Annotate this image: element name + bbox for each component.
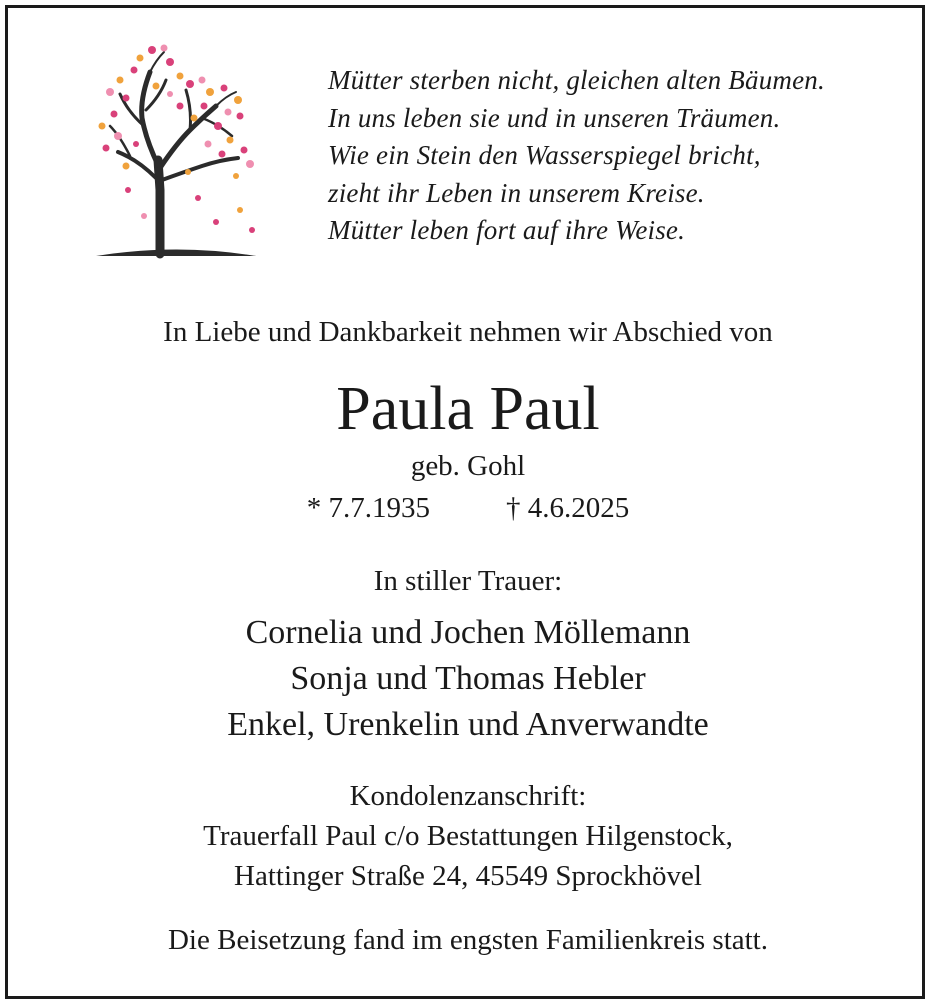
deceased-name: Paula Paul	[336, 375, 600, 443]
closing-text: Die Beisetzung fand im engsten Familienkreis statt.	[167, 924, 768, 956]
death-date: † 4.6.2025	[506, 492, 630, 524]
condolence-label: Kondolenzanschrift:	[349, 780, 587, 812]
poem	[328, 62, 918, 250]
poem-line: Mütter sterben nicht, gleichen alten Bäumen.	[328, 65, 825, 95]
birth-name: geb. Gohl	[410, 450, 526, 482]
condolence-address-line: Trauerfall Paul c/o Bestattungen Hilgenstock,	[203, 820, 733, 852]
mourner-line: Cornelia und Jochen Möllemann	[245, 614, 691, 651]
mourner-line: Sonja und Thomas Hebler	[290, 660, 646, 697]
obituary-notice	[5, 5, 925, 999]
birth-date: * 7.7.1935	[306, 492, 430, 524]
poem-line: zieht ihr Leben in unserem Kreise.	[328, 177, 705, 208]
intro-text: In Liebe und Dankbarkeit nehmen wir Abschied von	[163, 316, 773, 348]
mourner-line: Enkel, Urenkelin und Anverwandte	[227, 706, 709, 743]
mourning-heading: In stiller Trauer:	[373, 565, 563, 597]
autumn-tree-icon	[90, 40, 265, 262]
poem-line: Mütter leben fort auf ihre Weise.	[328, 215, 686, 245]
poem-line: In uns leben sie und in unseren Träumen.	[328, 102, 781, 133]
life-dates	[8, 492, 928, 525]
poem-line: Wie ein Stein den Wasserspiegel bricht,	[328, 140, 761, 170]
condolence-address-line: Hattinger Straße 24, 45549 Sprockhövel	[234, 860, 702, 892]
